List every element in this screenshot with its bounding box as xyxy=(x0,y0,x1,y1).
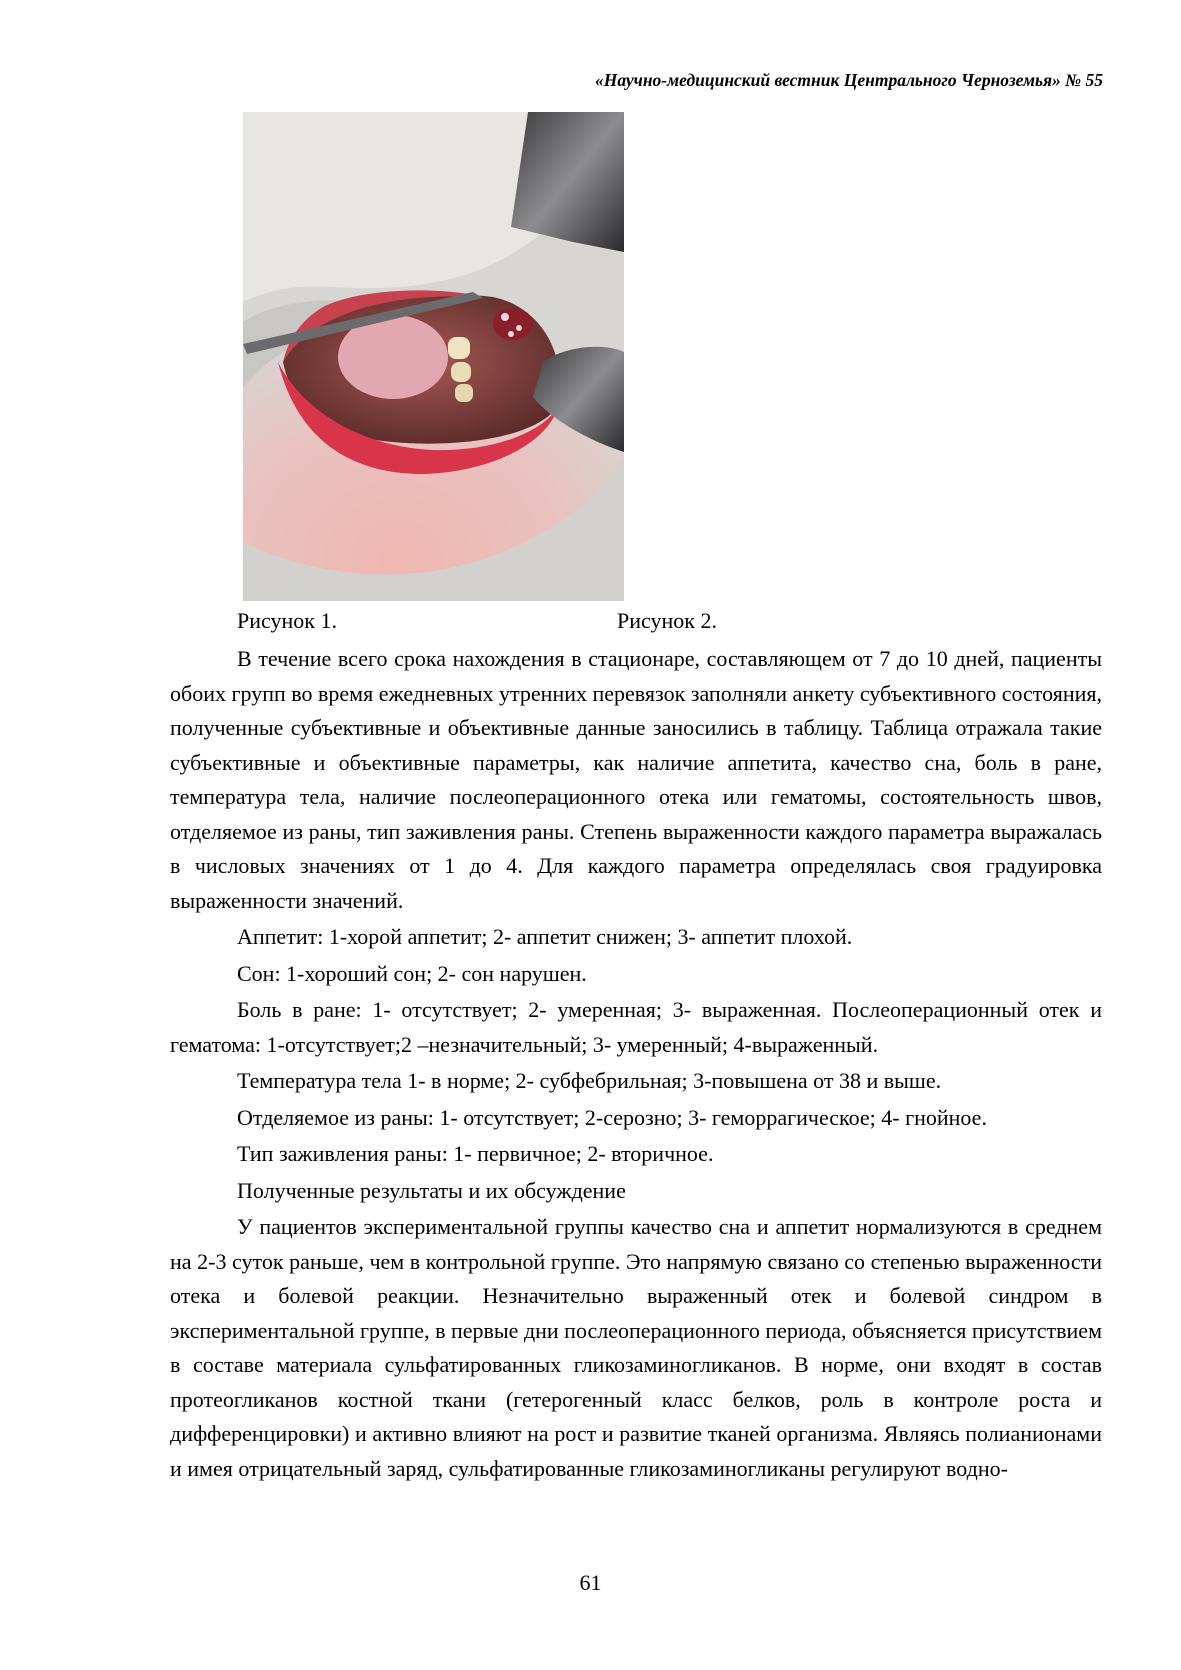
clinical-photo xyxy=(243,112,624,601)
paragraph: Тип заживления раны: 1- первичное; 2- вторичное. xyxy=(237,1141,714,1166)
paragraph: У пациентов экспериментальной группы качество сна и аппетит нормализуются в среднем на 2-3 суток раньше, чем в контрольной группе. Это напрямую связано со степенью выраженности отека и болевой реакции. Незначительно выраженный отек и болевой синдром в экспериментальной группе, в первые дни послеоперационного периода, объясняется присутствием в составе материала сульфатированных гликозаминогликанов. В норме, они входят в состав протеогликанов костной ткани (гетерогенный класс белков, роль в контроле роста и дифференцировки) и активно влияют на рост и развитие тканей организма. Являясь полианионами и имея отрицательный заряд, сульфатированные гликозаминогликаны регулируют водно- xyxy=(170,1214,1102,1481)
section-heading: Полученные результаты и их обсуждение xyxy=(237,1177,626,1203)
paragraph: В течение всего срока нахождения в стационаре, составляющем от 7 до 10 дней, пациенты обоих групп во время ежедневных утренних перевязок заполняли анкету субъективного состояния, полученные субъективные и объективные данные заносились в таблицу. Таблица отражала такие субъективные и объективные параметры, как наличие аппетита, качество сна, боль в ране, температура тела, наличие послеоперационного отека или гематомы, состоятельность швов, отделяемое из раны, тип заживления раны. Степень выраженности каждого параметра выражалась в числовых значениях от 1 до 4. Для каждого параметра определялась своя градуировка выраженности значений. xyxy=(170,646,1102,913)
page-number: 61 xyxy=(579,1570,602,1595)
journal-header: «Научно-медицинский вестник Центрального Черноземья» № 55 xyxy=(595,70,1103,90)
paragraph: Аппетит: 1-хорой аппетит; 2- аппетит снижен; 3- аппетит плохой. xyxy=(237,924,853,949)
paragraph: Отделяемое из раны: 1- отсутствует; 2-серозно; 3- геморрагическое; 4- гнойное. xyxy=(237,1104,987,1130)
article-body xyxy=(170,642,1102,1486)
figure-caption-2: Рисунок 2. xyxy=(617,608,717,633)
paragraph: Сон: 1-хороший сон; 2- сон нарушен. xyxy=(237,960,587,986)
paragraph: Температура тела 1- в норме; 2- субфебрильная; 3-повышена от 38 и выше. xyxy=(237,1068,942,1093)
figure-caption-1: Рисунок 1. xyxy=(237,608,337,633)
paragraph: Боль в ране: 1- отсутствует; 2- умеренная; 3- выраженная. Послеоперационный отек и гематома: 1-отсутствует;2 –незначительный; 3- умеренный; 4-выраженный. xyxy=(170,997,1102,1057)
